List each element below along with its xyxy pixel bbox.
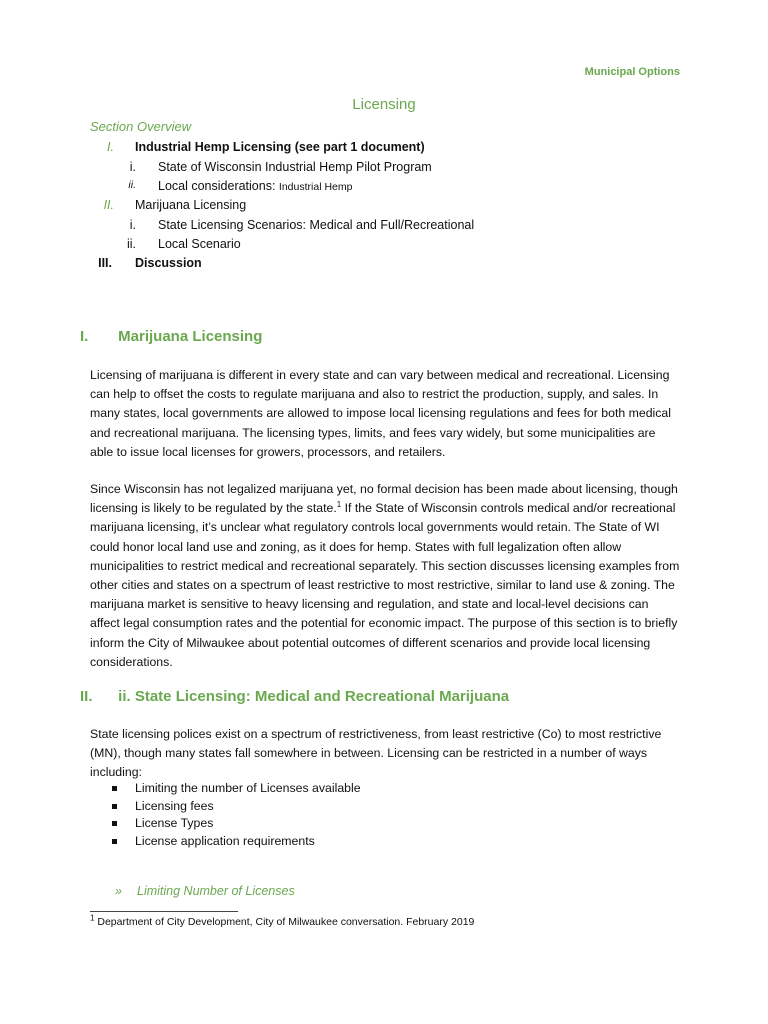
footnote-number: 1: [90, 913, 95, 923]
list-item-text: License Types: [135, 816, 214, 830]
bullet-icon: [112, 804, 117, 809]
toc-text-main: Local considerations:: [158, 179, 276, 193]
toc-text-small: Industrial Hemp: [278, 181, 353, 193]
list-item: [112, 833, 361, 851]
toc-num: III.: [98, 256, 112, 270]
toc-text: Marijuana Licensing: [135, 198, 247, 212]
paragraph-wisconsin-status: [90, 480, 680, 672]
subheading-text: Limiting Number of Licenses: [137, 884, 295, 898]
section-heading-state-licensing: [80, 688, 509, 705]
toc-text: [158, 179, 352, 193]
bullet-icon: [112, 839, 117, 844]
toc-num: i.: [129, 218, 136, 232]
chevron-right-icon: »: [115, 884, 122, 898]
footnote-divider: [90, 911, 238, 912]
bullet-icon: [112, 821, 117, 826]
list-item: [112, 780, 361, 798]
paragraph-text-part: Since Wisconsin has not legalized marijuana yet, no formal decision has been made about licensing, though licensing is likely to be regulated by the state.: [90, 482, 678, 516]
toc-text: Industrial Hemp Licensing (see part 1 document): [135, 140, 425, 154]
paragraph-text: [90, 480, 680, 672]
list-item-text: Limiting the number of Licenses available: [135, 781, 361, 795]
section-title: Marijuana Licensing: [118, 328, 263, 345]
paragraph-licensing-intro: [90, 366, 680, 462]
bullet-list-restrictions: [112, 780, 361, 850]
footnote-text: Department of City Development, City of Milwaukee conversation. February 2019: [94, 916, 475, 928]
toc-text: State Licensing Scenarios: Medical and Full/Recreational: [158, 218, 475, 232]
toc-num: II.: [103, 198, 114, 212]
paragraph-text-part: If the State of Wisconsin controls medical and/or recreational marijuana licensing, it’s unclear what regulatory controls local governments would retain. The State of WI could honor local land use and zoning, as it does for hemp. States with full legalization often allow municipalities to restrict medical and recreational separately. This section discusses licensing examples from other cities and states on a spectrum of least restrictive to most restrictive, similar to land use & zoning. The marijuana market is sensitive to heavy licensing and regulation, and state and local-level decisions can affect legal consumption rates and the potential for economic impact. The purpose of this section is to briefly inform the City of Milwaukee about potential outcomes of different scenarios and provide local licensing considerations.: [90, 501, 680, 669]
subheading-limiting-licenses: [115, 884, 295, 898]
page-title: Licensing: [352, 96, 416, 113]
section-number: I.: [80, 328, 89, 345]
section-overview-label: Section Overview: [90, 119, 192, 134]
footnote: [90, 913, 475, 928]
toc-num: i.: [129, 160, 136, 174]
paragraph-state-licensing: [90, 725, 680, 783]
toc-num: ii.: [126, 237, 136, 251]
section-heading-marijuana-licensing: [80, 328, 262, 345]
running-header: Municipal Options: [584, 66, 680, 78]
list-item-text: Licensing fees: [135, 798, 214, 813]
section-number: II.: [80, 688, 93, 705]
toc-text: Local Scenario: [158, 237, 241, 251]
paragraph-text: State licensing polices exist on a spectrum of restrictiveness, from least restrictive (Co) to most restrictive (MN), though many states fall somewhere in between. Licensing can be restricted in a number of ways including:: [90, 727, 662, 780]
section-title: ii. State Licensing: Medical and Recreational Marijuana: [118, 688, 510, 705]
bullet-icon: [112, 786, 117, 791]
toc-text: State of Wisconsin Industrial Hemp Pilot Program: [158, 160, 432, 174]
toc-num: I.: [107, 140, 114, 154]
toc-text: Discussion: [135, 256, 202, 270]
list-item-text: License application requirements: [135, 833, 315, 848]
toc-num: ii.: [128, 179, 136, 191]
footnote-ref[interactable]: 1: [336, 500, 342, 510]
paragraph-text: Licensing of marijuana is different in every state and can vary between medical and recreational. Licensing can help to offset the costs to regulate marijuana and also to restrict the production, supply, and sales. In many states, local governments are allowed to impose local licensing regulations and fees for both medical and recreational marijuana. The licensing types, limits, and fees vary widely, but some municipalities are able to issue local licenses for growers, processors, and retailers.: [90, 368, 671, 459]
list-item: [112, 798, 361, 816]
list-item: [112, 815, 361, 833]
